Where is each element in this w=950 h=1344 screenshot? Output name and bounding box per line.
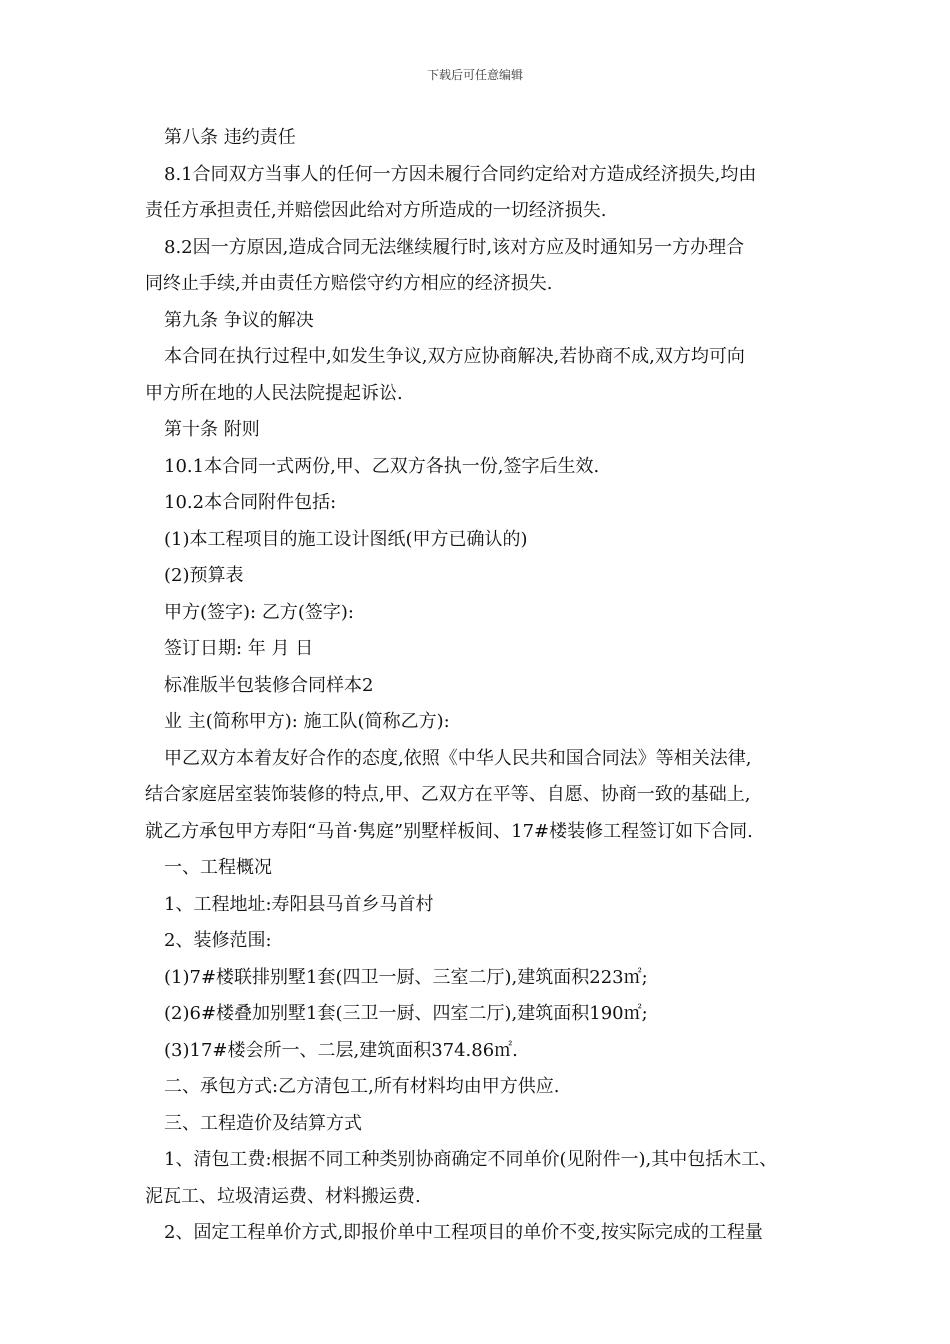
paragraph-line: 10.2本合同附件包括: [164,492,337,513]
paragraph-line: 1、工程地址:寿阳县马首乡马首村 [164,893,434,915]
paragraph-line: 2、装修范围: [164,930,272,951]
paragraph-line: (2)6#楼叠加别墅1套(三卫一厨、四室二厅),建筑面积190㎡; [164,1003,648,1024]
paragraph-line: 本合同在执行过程中,如发生争议,双方应协商解决,若协商不成,双方均可向 [164,346,745,367]
paragraph-line: 第八条 违约责任 [164,127,296,148]
paragraph-line: 8.1合同双方当事人的任何一方因未履行合同约定给对方造成经济损失,均由 [164,163,757,185]
paragraph-line: 10.1本合同一式两份,甲、乙双方各执一份,签字后生效. [164,455,600,477]
paragraph-line: 8.2因一方原因,造成合同无法继续履行时,该对方应及时通知另一方办理合 [164,236,745,258]
paragraph-line: 1、清包工费:根据不同工种类别协商确定不同单价(见附件一),其中包括木工、 [164,1149,778,1170]
paragraph-line: 签订日期: 年 月 日 [164,638,314,659]
paragraph-line: (2)预算表 [164,565,244,586]
paragraph-line: 标准版半包装修合同样本2 [164,674,374,696]
paragraph-line: 第十条 附则 [164,419,260,440]
paragraph-line: 甲乙双方本着友好合作的态度,依照《中华人民共和国合同法》等相关法律, [164,747,752,769]
page-header: 下载后可任意编辑 [426,68,523,82]
paragraph-line: 三、工程造价及结算方式 [164,1112,362,1134]
paragraph-line: 甲方所在地的人民法院提起诉讼. [145,382,403,404]
paragraph-line: 2、固定工程单价方式,即报价单中工程项目的单价不变,按实际完成的工程量 [164,1222,763,1243]
paragraph-line: 同终止手续,并由责任方赔偿守约方相应的经济损失. [145,273,553,294]
paragraph-line: (3)17#楼会所一、二层,建筑面积374.86㎡. [164,1039,518,1061]
paragraph-line: 业 主(简称甲方): 施工队(简称乙方): [164,711,450,732]
paragraph-line: 第九条 争议的解决 [164,309,314,331]
document-body [145,120,835,1252]
paragraph-line: 二、承包方式:乙方清包工,所有材料均由甲方供应. [164,1076,560,1097]
paragraph-line: (1)本工程项目的施工设计图纸(甲方已确认的) [164,528,528,550]
paragraph-line: 就乙方承包甲方寿阳“马首·隽庭”别墅样板间、17#楼装修工程签订如下合同. [145,820,753,842]
paragraph-line: 泥瓦工、垃圾清运费、材料搬运费. [145,1185,421,1207]
paragraph-line: 结合家庭居室装饰装修的特点,甲、乙双方在平等、自愿、协商一致的基础上, [145,784,751,805]
paragraph-line: 责任方承担责任,并赔偿因此给对方所造成的一切经济损失. [145,200,607,221]
paragraph-line: 一、工程概况 [164,857,272,878]
paragraph-line: 甲方(签字): 乙方(签字): [164,601,354,623]
paragraph-line: (1)7#楼联排别墅1套(四卫一厨、三室二厅),建筑面积223㎡; [164,966,648,988]
